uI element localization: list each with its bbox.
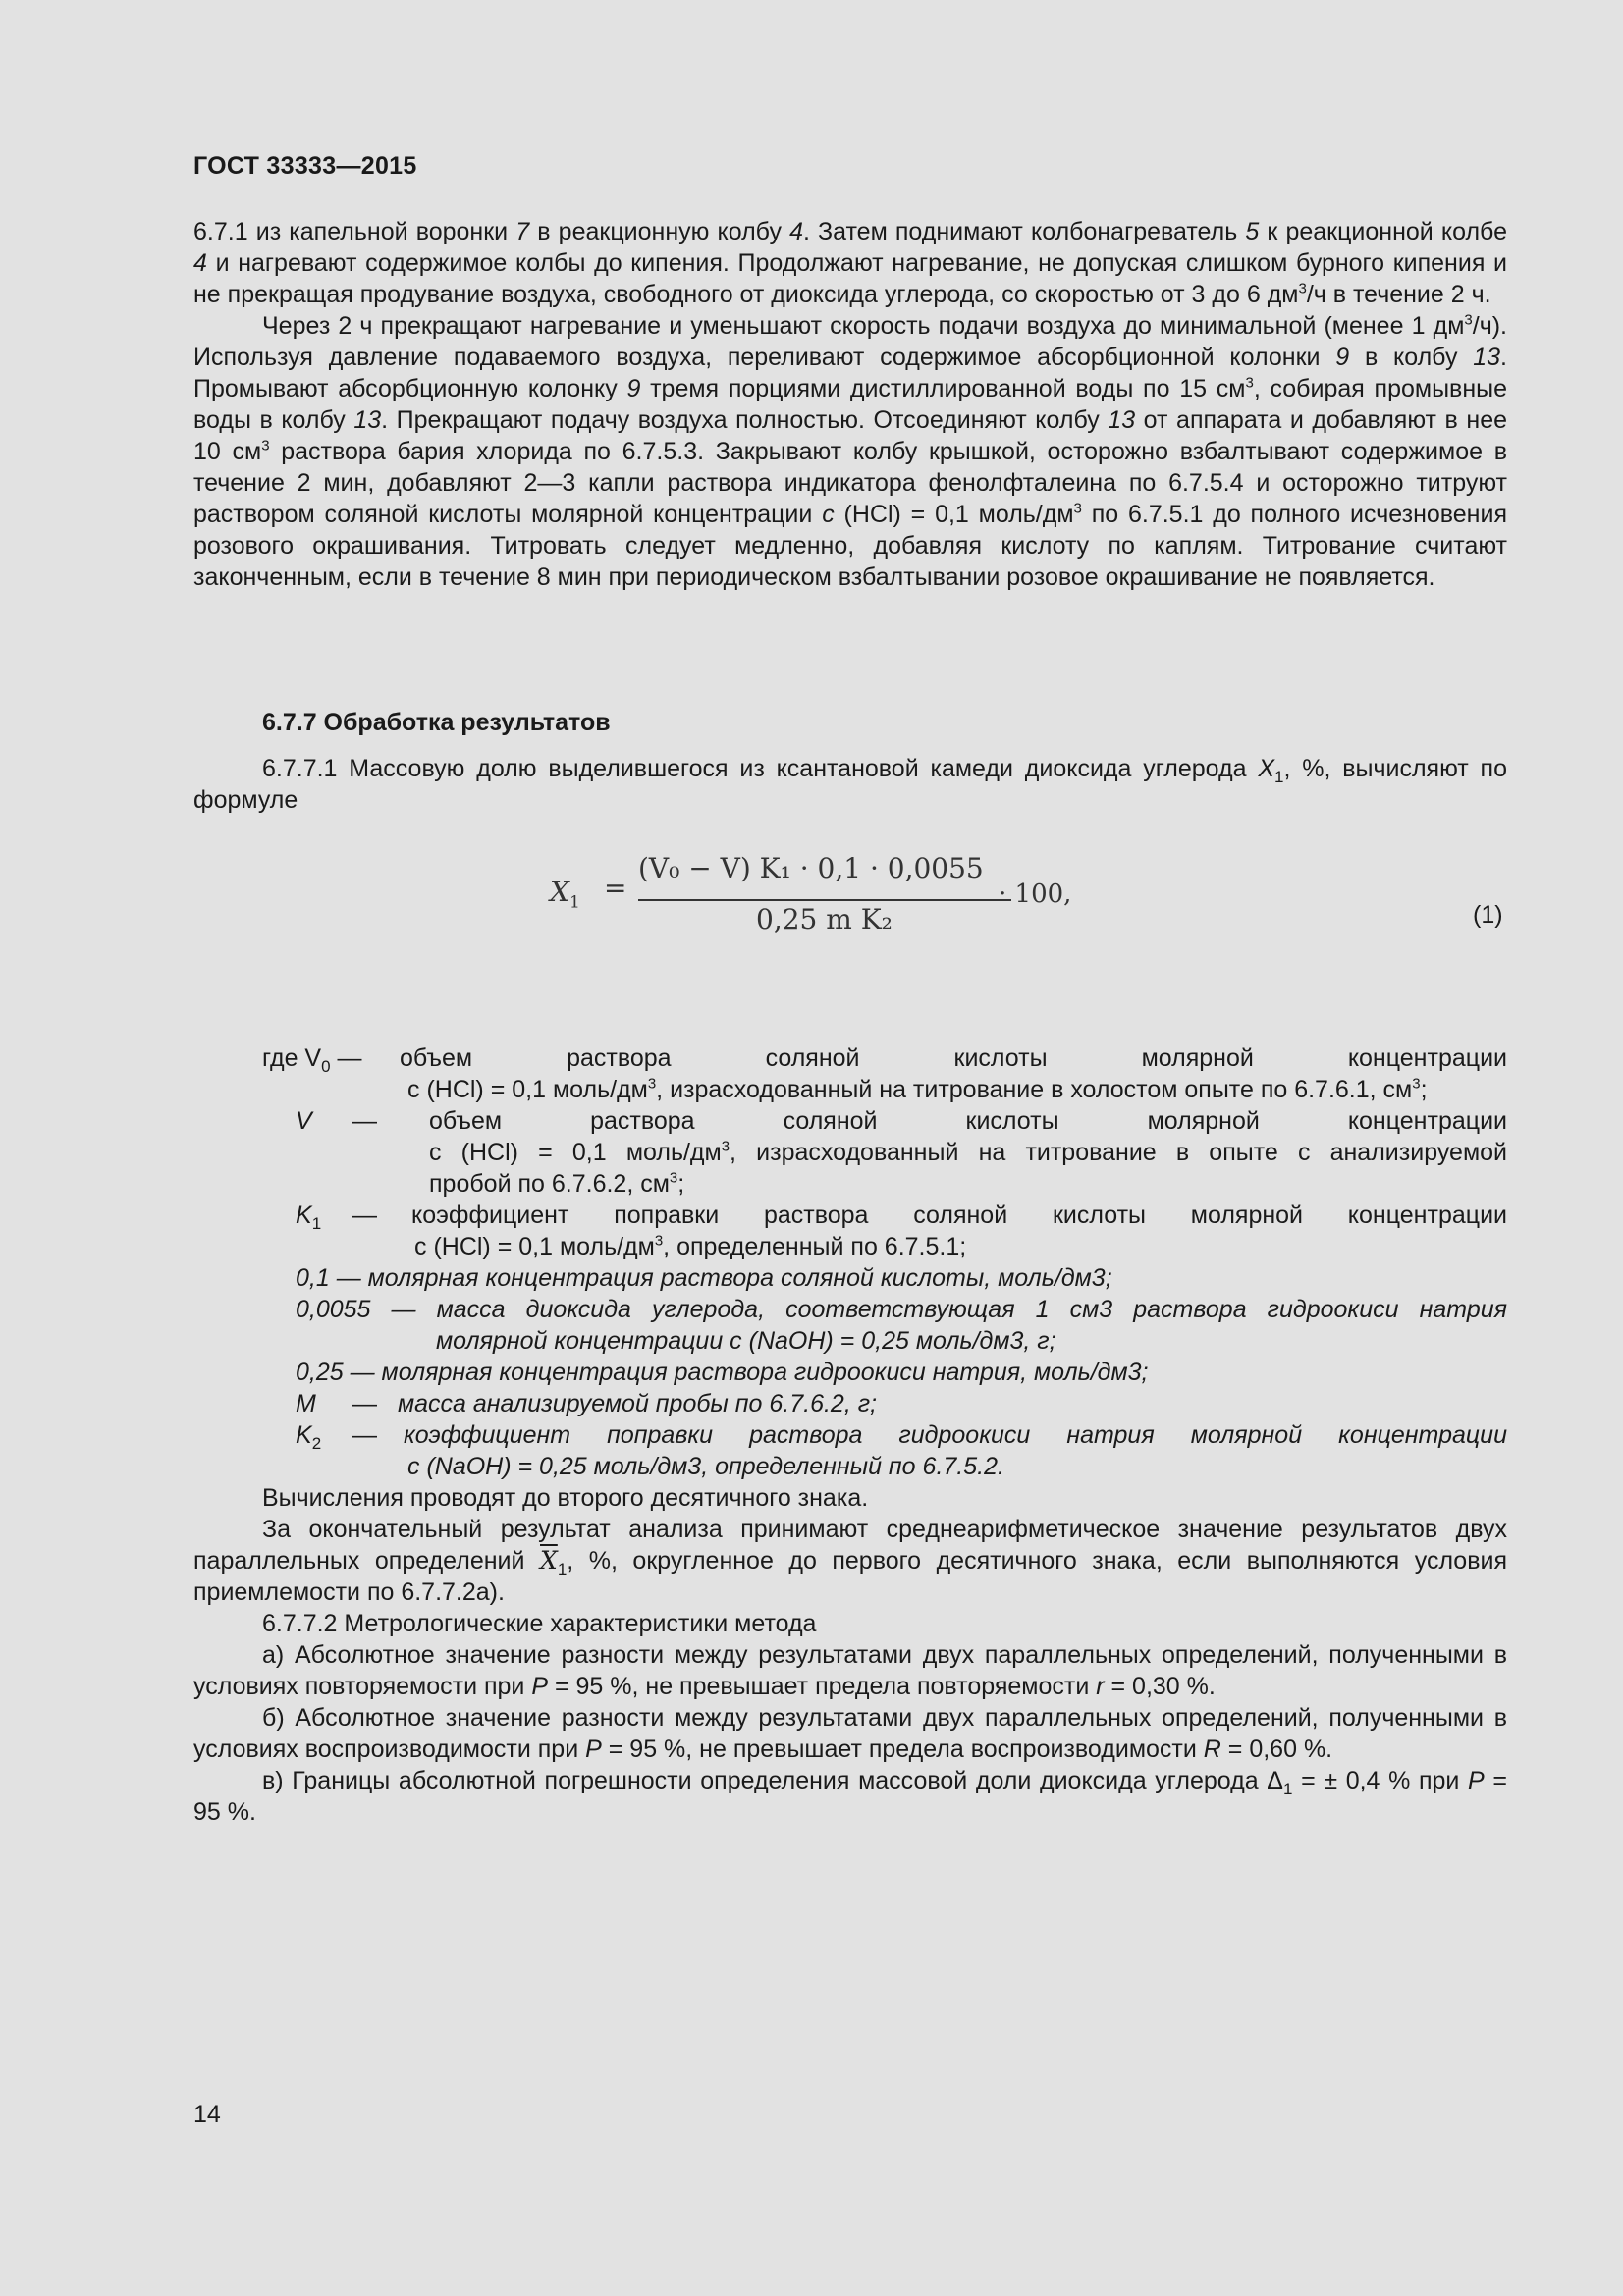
text: 6.7.7.1 Массовую долю выделившегося из ксантановой камеди диоксида углерода: [262, 755, 1259, 782]
paragraph-error-bounds: [193, 1765, 1507, 1828]
paragraph-calc-precision: [193, 1482, 1507, 1514]
text: P: [585, 1735, 602, 1763]
superscript: 3: [1245, 374, 1254, 392]
subscript: 1: [557, 1560, 568, 1578]
text: K: [296, 1421, 312, 1449]
text: и нагревают содержимое колбы до кипения. Продолжают нагревание, не допуская слишком бурного кипения и не прекращая продувание воздуха, свободного от диоксида углерода, со скоростью от 3 до 6 дм: [193, 249, 1507, 308]
paragraph-repeatability: [193, 1639, 1507, 1702]
text: 4: [193, 249, 207, 277]
text: по 6.7.5.1 до полного исчезновения розового окрашивания. Титровать следует медленно, добавляя кислоту по каплям. Титрование считают законченным, если в течение 8 мин при периодическом взбалтывании розовое окрашивание не появляется.: [193, 501, 1507, 591]
subscript: 1: [1282, 1780, 1293, 1798]
paragraph-titration: [193, 310, 1507, 593]
paragraph-reproducibility: [193, 1702, 1507, 1765]
where-legend: [193, 1042, 1507, 1828]
text: , собирая промывные воды в колбу: [193, 375, 1508, 434]
text: —: [330, 1044, 362, 1072]
text: c: [822, 501, 835, 528]
text: к реакционной колбе: [1259, 218, 1507, 245]
text: 0,1 — молярная концентрация раствора соляной кислоты, моль/дм3;: [296, 1264, 1112, 1292]
text: , израсходованный на титрование в холостом опыте по 6.7.6.1, см: [656, 1076, 1413, 1103]
legend-row-0-0055-cont: [193, 1325, 1507, 1357]
superscript: 3: [1073, 500, 1082, 517]
text: c (HCl) = 0,1 моль/дм: [429, 1139, 722, 1166]
text: = 95 %, не превышает предела воспроизводимости: [601, 1735, 1204, 1763]
formula-numerator: (V₀ − V) K₁ · 0,1 · 0,0055: [638, 852, 984, 884]
subscript: 1: [311, 1214, 322, 1233]
text: раствора бария хлорида по 6.7.5.3. Закрывают колбу крышкой, осторожно взбалтывают содержимое в течение 2 мин, добавляют 2—3 капли раствора индикатора фенолфталеина по 6.7.5.4 и осторожно титруют раствором соляной кислоты молярной концентрации: [193, 438, 1507, 528]
text: —: [352, 1107, 377, 1135]
formula-lhs: [550, 876, 580, 913]
superscript: 3: [1412, 1075, 1421, 1093]
text: c (HCl) = 0,1 моль/дм: [407, 1076, 648, 1103]
formula-multiplier: · 100,: [999, 880, 1072, 909]
legend-symbol: [296, 1419, 352, 1451]
superscript: 3: [1464, 311, 1473, 329]
legend-symbol: [262, 1042, 400, 1074]
legend-row-v: [193, 1105, 1507, 1137]
text: 4: [789, 218, 803, 245]
legend-text: коэффициент поправки раствора гидроокиси натрия молярной концентрации: [404, 1421, 1507, 1449]
legend-row-k1: [193, 1200, 1507, 1231]
paragraph-6-7-7-2: [193, 1608, 1507, 1639]
text: = 95 %, не превышает предела повторяемости: [548, 1673, 1097, 1700]
paragraph-6-7-7-1: [193, 753, 1507, 816]
subscript: 2: [311, 1434, 322, 1453]
text: —: [352, 1421, 377, 1449]
text: 13: [1473, 344, 1501, 371]
superscript: 3: [654, 1232, 664, 1250]
paragraph-formula-intro: [193, 753, 1507, 816]
text: 13: [1108, 406, 1136, 434]
legend-symbol: М: [296, 1390, 316, 1417]
subscript: 0: [321, 1057, 331, 1076]
paragraph-6-7-1-continuation: [193, 216, 1507, 310]
superscript: 3: [721, 1138, 730, 1155]
text: (HCl) = 0,1 моль/дм: [834, 501, 1074, 528]
text: P: [531, 1673, 549, 1700]
legend-text: объем раствора соляной кислоты молярной концентрации: [400, 1044, 1507, 1072]
text: —: [352, 1390, 377, 1417]
text: 5: [1245, 218, 1260, 245]
text: 0,0055 — масса диоксида углерода, соответствующая 1 см3 раствора гидроокиси натрия: [296, 1296, 1507, 1323]
formula-1: [545, 852, 1134, 950]
text: 0,25 — молярная концентрация раствора гидроокиси натрия, моль/дм3;: [296, 1359, 1149, 1386]
legend-row-m: [193, 1388, 1507, 1419]
text: = 0,60 %.: [1220, 1735, 1333, 1763]
text: 7: [515, 218, 530, 245]
legend-text: масса анализируемой пробы по 6.7.6.2, г;: [398, 1390, 877, 1417]
text: c (HCl) = 0,1 моль/дм: [414, 1233, 655, 1260]
text: /ч). Используя давление подаваемого воздуха, переливают содержимое абсорбционной колонки: [193, 312, 1507, 371]
legend-row-0-25: [193, 1357, 1507, 1388]
legend-row-k1-cont: [193, 1231, 1507, 1262]
text: ;: [1420, 1076, 1428, 1103]
text: , определенный по 6.7.5.1;: [663, 1233, 967, 1260]
mean-symbol: $\overline{X}$: [540, 1546, 558, 1575]
text: б) Абсолютное значение разности между результатами двух параллельных определений, полученными в условиях воспроизводимости при: [193, 1704, 1507, 1763]
text: —: [352, 1201, 377, 1229]
section-title: 6.7.7 Обработка результатов: [262, 709, 611, 736]
legend-text: коэффициент поправки раствора соляной кислоты молярной концентрации: [411, 1201, 1507, 1229]
legend-row-v0-cont: [193, 1074, 1507, 1105]
text: в) Границы абсолютной погрешности определения массовой доли диоксида углерода Δ: [262, 1767, 1283, 1794]
text: = 95 %.: [193, 1767, 1507, 1826]
text: r: [1096, 1673, 1105, 1700]
text: Через 2 ч прекращают нагревание и уменьшают скорость подачи воздуха до минимальной (менее 1 дм: [262, 312, 1465, 340]
formula-equals: =: [604, 872, 627, 904]
text: За окончательный результат анализа принимают среднеарифметическое значение результатов двух параллельных определений: [193, 1516, 1507, 1575]
legend-row-0-1: [193, 1262, 1507, 1294]
text: 6.7.7.2 Метрологические характеристики метода: [262, 1610, 817, 1637]
legend-symbol: [296, 1200, 352, 1231]
subscript: 1: [1274, 768, 1284, 786]
text: Вычисления проводят до второго десятичного знака.: [262, 1484, 869, 1512]
page-number: 14: [193, 2101, 221, 2128]
text: 9: [1335, 344, 1350, 371]
text: X: [1258, 755, 1275, 782]
text: тремя порциями дистиллированной воды по 15 см: [640, 375, 1246, 402]
text: . Затем поднимают колбонагреватель: [802, 218, 1246, 245]
text: 6.7.1 из капельной воронки: [193, 218, 516, 245]
document-header: ГОСТ 33333—2015: [193, 152, 417, 180]
text: 13: [353, 406, 382, 434]
legend-row-k2: [193, 1419, 1507, 1451]
superscript: 3: [1298, 280, 1307, 297]
legend-row-v-cont2: [193, 1168, 1507, 1200]
legend-row-k2-cont: [193, 1451, 1507, 1482]
legend-text: объем раствора соляной кислоты молярной концентрации: [429, 1107, 1507, 1135]
body-block-1: [193, 216, 1507, 593]
text: K: [296, 1201, 312, 1229]
superscript: 3: [261, 437, 270, 454]
text: молярной концентрации с (NaOH) = 0,25 моль/дм3, г;: [436, 1327, 1056, 1355]
text: ;: [677, 1170, 685, 1198]
superscript: 3: [669, 1169, 678, 1187]
text: P: [1468, 1767, 1485, 1794]
text: где V: [262, 1044, 322, 1072]
text: R: [1203, 1735, 1221, 1763]
text: 9: [626, 375, 641, 402]
text: X: [550, 876, 569, 908]
text: в колбу: [1349, 344, 1474, 371]
text: , %, вычисляют по формуле: [193, 755, 1507, 814]
subscript: 1: [568, 892, 580, 913]
text: в реакционную колбу: [529, 218, 790, 245]
legend-symbol: V: [296, 1107, 312, 1135]
legend-row-0-0055: [193, 1294, 1507, 1325]
text: , %, округленное до первого десятичного знака, если выполняются условия приемлемости по 6.7.7.2а).: [193, 1547, 1507, 1606]
text: = ± 0,4 % при: [1292, 1767, 1469, 1794]
text: . Прекращают подачу воздуха полностью. Отсоединяют колбу: [381, 406, 1109, 434]
text: . Промывают абсорбционную колонку: [193, 344, 1507, 402]
text: , израсходованный на титрование в опыте с анализируемой: [730, 1139, 1507, 1166]
legend-row-v0: [193, 1042, 1507, 1074]
text: c (NaOH) = 0,25 моль/дм3, определенный по 6.7.5.2.: [407, 1453, 1004, 1480]
formula-number: (1): [1473, 901, 1503, 929]
superscript: 3: [647, 1075, 657, 1093]
formula-denominator: 0,25 m K₂: [756, 903, 893, 935]
fraction-bar: [638, 899, 1011, 901]
paragraph-final-result: [193, 1514, 1507, 1608]
text: пробой по 6.7.6.2, см: [429, 1170, 670, 1198]
text: /ч в течение 2 ч.: [1306, 281, 1491, 308]
text: от аппарата и добавляют в нее 10 см: [193, 406, 1508, 465]
text: а) Абсолютное значение разности между результатами двух параллельных определений, полученными в условиях повторяемости при: [193, 1641, 1507, 1700]
text: = 0,30 %.: [1104, 1673, 1216, 1700]
legend-row-v-cont: [193, 1137, 1507, 1168]
